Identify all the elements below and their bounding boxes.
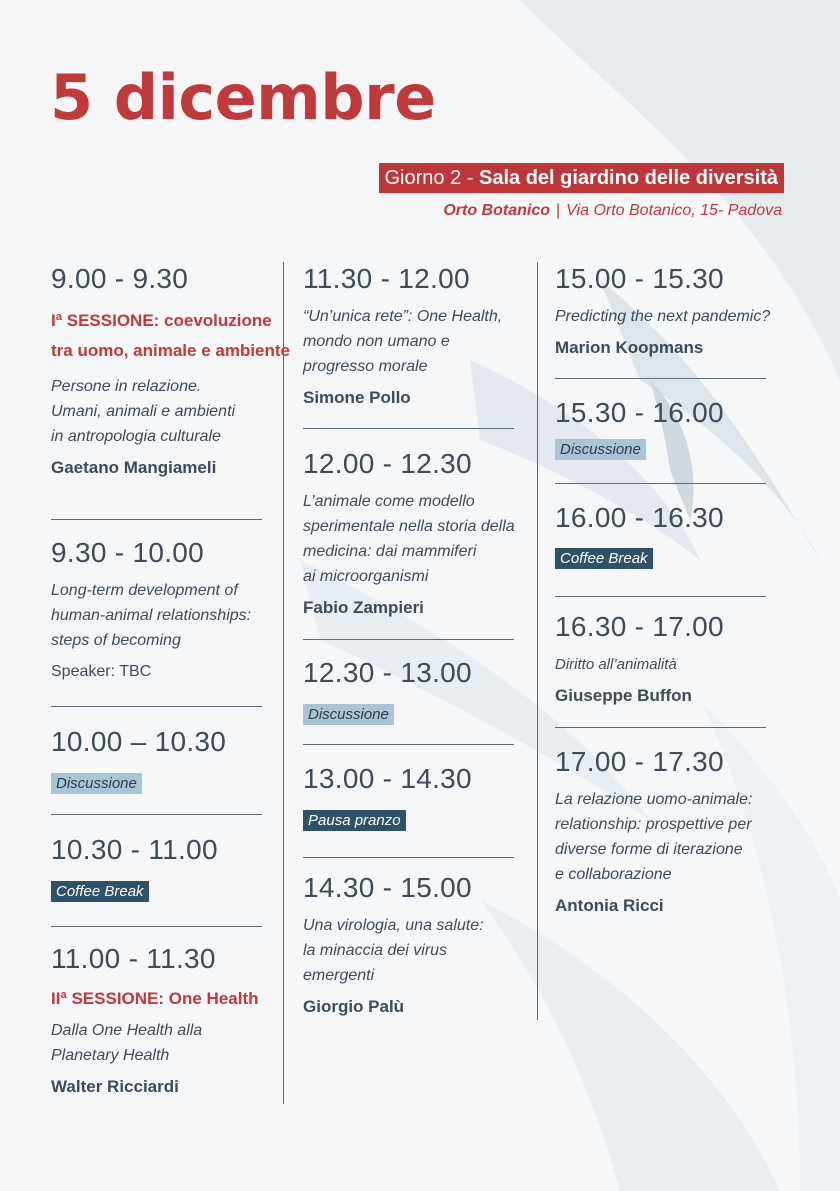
slot-divider (303, 428, 514, 429)
slot-time: 16.00 - 16.30 (555, 502, 724, 533)
slot-time: 10.00 – 10.30 (51, 726, 227, 757)
slot-divider (303, 857, 514, 858)
slot-divider (51, 926, 262, 927)
slot-divider (555, 483, 766, 484)
slot-time: 13.00 - 14.30 (303, 763, 472, 794)
slot-time: 14.30 - 15.00 (303, 872, 472, 903)
talk-title: La relazione uomo-animale: relationship: prospettive per diverse forme di iterazione e collaborazione (555, 791, 753, 883)
talk-title: Long-term development of human-animal relationships: steps of becoming (51, 582, 252, 649)
slot-time: 12.00 - 12.30 (303, 448, 472, 479)
schedule-slot (51, 833, 218, 902)
schedule-slot (51, 262, 291, 480)
session-title: IIª SESSIONE: One Health (51, 989, 259, 1008)
day-room-badge (379, 163, 785, 193)
slot-time: 17.00 - 17.30 (555, 746, 724, 777)
coffee-break-tag: Coffee Break (555, 548, 653, 569)
schedule-slot (51, 725, 226, 794)
schedule-slot (555, 396, 724, 460)
talk-title: L’animale come modello sperimentale nella storia della medicina: dai mammiferi ai microorganismi (303, 493, 515, 585)
page-title: 5 dicembre (50, 61, 436, 134)
schedule-slot (555, 610, 724, 708)
slot-time: 10.30 - 11.00 (51, 834, 218, 865)
schedule-slot (555, 745, 752, 918)
slot-divider (51, 519, 262, 520)
speaker-name: Speaker: TBC (51, 663, 152, 680)
speaker-name: Giuseppe Buffon (555, 686, 692, 705)
discussion-tag: Discussione (51, 773, 142, 794)
lunch-break-tag: Pausa pranzo (303, 810, 406, 831)
schedule-slot (555, 501, 724, 569)
schedule-slot (51, 536, 251, 684)
speaker-name: Walter Ricciardi (51, 1077, 179, 1096)
venue-line (443, 200, 782, 222)
venue-separator: | (556, 202, 561, 219)
schedule-slot (303, 762, 472, 831)
day-label: Giorno 2 - (384, 167, 474, 189)
slot-divider (303, 639, 514, 640)
slot-time: 16.30 - 17.00 (555, 611, 724, 642)
room-name: Sala del giardino delle diversità (479, 167, 778, 189)
discussion-tag: Discussione (555, 439, 646, 460)
speaker-name: Simone Pollo (303, 388, 411, 407)
schedule-slot (303, 871, 484, 1019)
speaker-name: Gaetano Mangiameli (51, 458, 217, 477)
talk-title: Persone in relazione. Umani, animali e ambienti in antropologia culturale (51, 378, 236, 445)
venue-address: Via Orto Botanico, 15- Padova (566, 202, 782, 219)
speaker-name: Giorgio Palù (303, 997, 405, 1016)
column-divider (537, 262, 538, 1020)
slot-time: 9.00 - 9.30 (51, 263, 189, 294)
session-title: Iª SESSIONE: coevoluzione tra uomo, animale e ambiente (51, 311, 291, 360)
schedule-slot (303, 447, 515, 620)
slot-time: 12.30 - 13.00 (303, 657, 472, 688)
schedule-slot (51, 942, 291, 1099)
schedule-slot (555, 262, 770, 360)
schedule-slot (303, 656, 472, 725)
speaker-name: Antonia Ricci (555, 896, 664, 915)
speaker-name: Marion Koopmans (555, 338, 704, 357)
slot-divider (555, 727, 766, 728)
talk-title: “Un’unica rete”: One Health, mondo non umano e progresso morale (303, 308, 503, 375)
talk-title: Predicting the next pandemic? (555, 308, 771, 325)
slot-time: 9.30 - 10.00 (51, 537, 205, 568)
coffee-break-tag: Coffee Break (51, 881, 149, 902)
slot-time: 15.00 - 15.30 (555, 263, 724, 294)
slot-divider (51, 814, 262, 815)
talk-title: Diritto all’animalità (555, 656, 677, 673)
slot-divider (303, 744, 514, 745)
slot-time: 15.30 - 16.00 (555, 397, 724, 428)
schedule-slot (303, 262, 502, 410)
slot-time: 11.30 - 12.00 (303, 263, 470, 294)
slot-divider (555, 378, 766, 379)
talk-title: Dalla One Health alla Planetary Health (51, 1022, 203, 1064)
talk-title: Una virologia, una salute: la minaccia dei virus emergenti (303, 917, 484, 984)
slot-divider (51, 706, 262, 707)
slot-divider (555, 596, 766, 597)
discussion-tag: Discussione (303, 704, 394, 725)
slot-time: 11.00 - 11.30 (51, 943, 216, 974)
venue-name: Orto Botanico (443, 202, 550, 219)
speaker-name: Fabio Zampieri (303, 598, 424, 617)
